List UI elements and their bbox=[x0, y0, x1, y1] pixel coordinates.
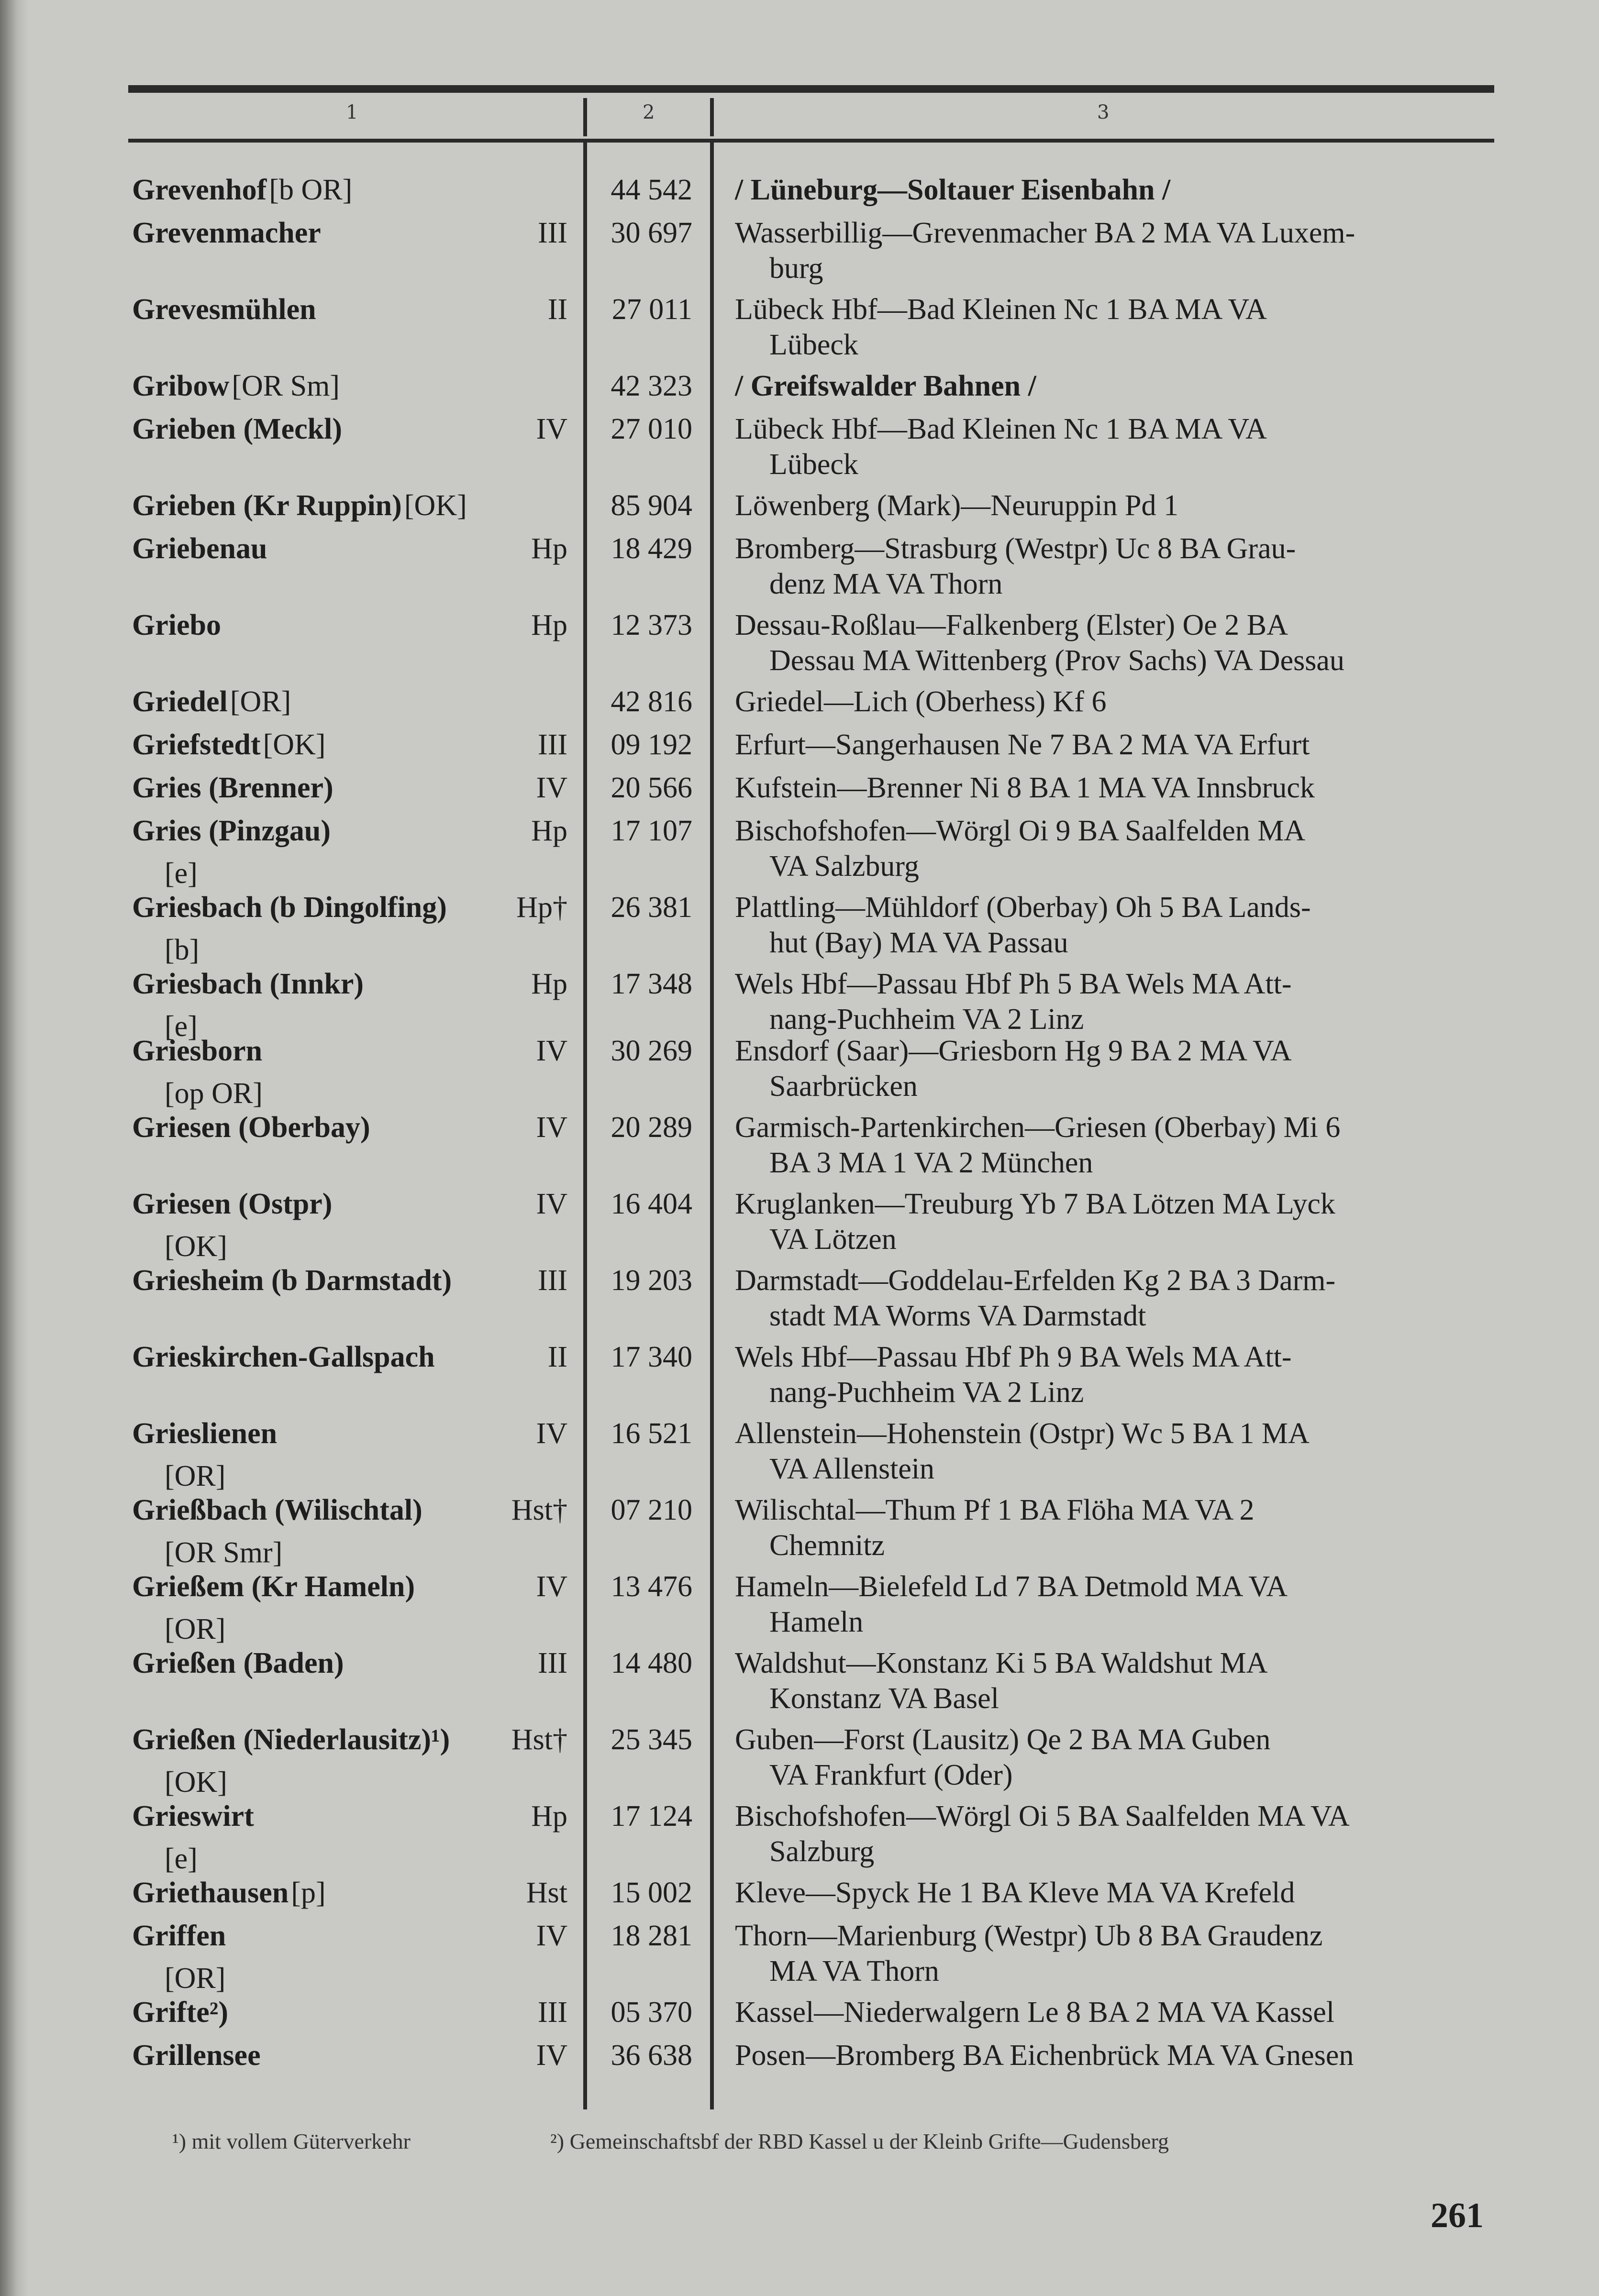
station-code: [e] bbox=[165, 1843, 198, 1875]
station-number: 26 381 bbox=[611, 891, 692, 924]
route-line-continued: denz MA VA Thorn bbox=[769, 568, 1003, 600]
station-cell bbox=[132, 531, 567, 574]
route-line-continued: Saarbrücken bbox=[769, 1070, 918, 1103]
route-line: Bischofshofen—Wörgl Oi 9 BA Saalfelden MA bbox=[735, 815, 1306, 847]
route-info bbox=[735, 684, 1599, 719]
station-number: 85 904 bbox=[611, 489, 692, 522]
station-number: 19 203 bbox=[611, 1264, 692, 1297]
route-info bbox=[735, 607, 1599, 678]
station-class: IV bbox=[536, 1570, 567, 1603]
route-line: Griedel—Lich (Oberhess) Kf 6 bbox=[735, 685, 1107, 718]
station-code: [b] bbox=[165, 934, 200, 966]
route-line-continued: Lübeck bbox=[769, 329, 858, 361]
station-name: Griesbach (Innkr) bbox=[132, 968, 364, 1000]
station-code: [OK] bbox=[165, 1230, 227, 1263]
header-rule bbox=[128, 139, 1494, 143]
station-cell bbox=[132, 770, 567, 813]
station-number: 42 816 bbox=[611, 685, 692, 718]
station-name: Grieslienen bbox=[132, 1417, 278, 1450]
station-cell bbox=[132, 1416, 567, 1494]
station-class: Hp† bbox=[516, 891, 567, 924]
route-info bbox=[735, 966, 1599, 1037]
route-info bbox=[735, 172, 1599, 208]
route-info bbox=[735, 727, 1599, 762]
station-class: IV bbox=[536, 1417, 567, 1450]
station-name: Grevenmacher bbox=[132, 217, 321, 249]
route-info bbox=[735, 368, 1599, 404]
station-number: 27 010 bbox=[611, 413, 692, 445]
station-name: Griffen bbox=[132, 1920, 226, 1952]
route-line: Posen—Bromberg BA Eichenbrück MA VA Gnesen bbox=[735, 2039, 1354, 2072]
station-number: 36 638 bbox=[611, 2039, 692, 2072]
station-cell bbox=[132, 1799, 567, 1877]
station-number: 20 289 bbox=[611, 1111, 692, 1144]
route-line: Kleve—Spyck He 1 BA Kleve MA VA Krefeld bbox=[735, 1877, 1295, 1909]
station-cell bbox=[132, 1645, 567, 1688]
route-line: Guben—Forst (Lausitz) Qe 2 BA MA Guben bbox=[735, 1723, 1271, 1756]
route-line-continued: VA Lötzen bbox=[769, 1223, 897, 1256]
station-number: 42 323 bbox=[611, 370, 692, 402]
column-divider-2 bbox=[710, 143, 714, 2109]
route-info bbox=[735, 1416, 1599, 1487]
route-line-continued: VA Frankfurt (Oder) bbox=[769, 1759, 1013, 1791]
route-line: Wels Hbf—Passau Hbf Ph 5 BA Wels MA Att- bbox=[735, 968, 1292, 1000]
route-info bbox=[735, 411, 1599, 482]
station-name: Grieben (Kr Ruppin) bbox=[132, 489, 402, 522]
station-number: 20 566 bbox=[611, 772, 692, 804]
station-name: Griesbach (b Dingolfing) bbox=[132, 891, 447, 924]
station-number: 30 697 bbox=[611, 217, 692, 249]
station-cell bbox=[132, 1722, 567, 1800]
route-info bbox=[735, 1645, 1599, 1716]
footnote-1: ¹) mit vollem Güterverkehr bbox=[172, 2129, 411, 2153]
station-class: II bbox=[547, 293, 567, 326]
station-name: Griefstedt bbox=[132, 729, 261, 761]
station-cell bbox=[132, 1339, 567, 1382]
station-number: 30 269 bbox=[611, 1035, 692, 1067]
route-line: Bromberg—Strasburg (Westpr) Uc 8 BA Grau- bbox=[735, 532, 1296, 565]
route-info bbox=[735, 770, 1599, 806]
station-code: [OR Sm] bbox=[232, 370, 340, 402]
route-line: Wels Hbf—Passau Hbf Ph 9 BA Wels MA Att- bbox=[735, 1341, 1292, 1373]
station-cell bbox=[132, 966, 567, 1044]
station-number: 16 404 bbox=[611, 1188, 692, 1220]
station-code: [OR] bbox=[230, 685, 291, 718]
route-line: Thorn—Marienburg (Westpr) Ub 8 BA Graudenz bbox=[735, 1920, 1323, 1952]
route-line: Lübeck Hbf—Bad Kleinen Nc 1 BA MA VA bbox=[735, 293, 1267, 326]
station-name: Grießen (Baden) bbox=[132, 1647, 344, 1679]
station-name: Griebo bbox=[132, 609, 221, 641]
route-line: Kassel—Niederwalgern Le 8 BA 2 MA VA Kassel bbox=[735, 1996, 1335, 2029]
station-name: Griesheim (b Darmstadt) bbox=[132, 1264, 452, 1297]
station-code: [OK] bbox=[263, 729, 326, 761]
page-edge-shadow bbox=[0, 0, 29, 2296]
station-class: IV bbox=[536, 1920, 567, 1952]
route-line-continued: Salzburg bbox=[769, 1835, 875, 1868]
route-info bbox=[735, 1110, 1599, 1181]
station-cell bbox=[132, 1569, 567, 1647]
route-line-continued: Hameln bbox=[769, 1606, 864, 1638]
station-number: 17 348 bbox=[611, 968, 692, 1000]
station-name: Grillensee bbox=[132, 2039, 261, 2072]
route-info bbox=[735, 1263, 1599, 1334]
station-cell bbox=[132, 215, 567, 258]
station-cell bbox=[132, 813, 567, 891]
top-rule bbox=[128, 85, 1494, 93]
column-divider-1 bbox=[583, 143, 587, 2109]
route-line: Allenstein—Hohenstein (Ostpr) Wc 5 BA 1 MA bbox=[735, 1417, 1310, 1450]
route-info bbox=[735, 1875, 1599, 1910]
station-cell bbox=[132, 488, 567, 530]
station-name: Grießen (Niederlausitz)¹) bbox=[132, 1723, 450, 1756]
header-divider-1 bbox=[583, 98, 587, 136]
station-cell bbox=[132, 727, 567, 770]
route-line-continued: VA Salzburg bbox=[769, 850, 919, 883]
station-name: Grevesmühlen bbox=[132, 293, 316, 326]
column-header bbox=[128, 96, 1494, 134]
route-info bbox=[735, 1995, 1599, 2030]
station-class: Hp bbox=[531, 1800, 567, 1832]
station-class: Hst† bbox=[511, 1723, 567, 1756]
route-line: Kufstein—Brenner Ni 8 BA 1 MA VA Innsbruck bbox=[735, 772, 1315, 804]
station-class: Hp bbox=[531, 815, 567, 847]
route-line: Hameln—Bielefeld Ld 7 BA Detmold MA VA bbox=[735, 1570, 1288, 1603]
station-name: Griesen (Oberbay) bbox=[132, 1111, 370, 1144]
station-name: Grieskirchen-Gallspach bbox=[132, 1341, 435, 1373]
station-code: [e] bbox=[165, 1010, 198, 1043]
station-class: Hst bbox=[526, 1877, 567, 1909]
station-cell bbox=[132, 607, 567, 650]
route-line: Erfurt—Sangerhausen Ne 7 BA 2 MA VA Erfurt bbox=[735, 729, 1310, 761]
station-class: IV bbox=[536, 1188, 567, 1220]
route-info bbox=[735, 2038, 1599, 2073]
station-number: 27 011 bbox=[611, 293, 692, 326]
station-cell bbox=[132, 1492, 567, 1570]
station-class: III bbox=[538, 729, 567, 761]
route-info bbox=[735, 292, 1599, 363]
route-info bbox=[735, 1339, 1599, 1410]
station-cell bbox=[132, 1186, 567, 1264]
station-code: [p] bbox=[291, 1877, 326, 1909]
column-3-number: 3 bbox=[1097, 101, 1110, 123]
station-class: Hp bbox=[531, 609, 567, 641]
route-line-continued: nang-Puchheim VA 2 Linz bbox=[769, 1376, 1084, 1409]
station-code: [OR] bbox=[165, 1962, 226, 1995]
route-info bbox=[735, 1569, 1599, 1640]
route-info bbox=[735, 1722, 1599, 1793]
station-name: Grieben (Meckl) bbox=[132, 413, 343, 445]
station-name: Grießem (Kr Hameln) bbox=[132, 1570, 415, 1603]
route-info bbox=[735, 1799, 1599, 1869]
station-number: 12 373 bbox=[611, 609, 692, 641]
route-line-continued: burg bbox=[769, 252, 823, 285]
station-name: Griesen (Ostpr) bbox=[132, 1188, 333, 1220]
route-line: Lübeck Hbf—Bad Kleinen Nc 1 BA MA VA bbox=[735, 413, 1267, 445]
station-name: Griebenau bbox=[132, 532, 267, 565]
station-cell bbox=[132, 1995, 567, 2037]
station-code: [OK] bbox=[404, 489, 467, 522]
station-name: Grifte²) bbox=[132, 1996, 229, 2029]
station-number: 16 521 bbox=[611, 1417, 692, 1450]
station-number: 44 542 bbox=[611, 174, 692, 206]
route-line-continued: hut (Bay) MA VA Passau bbox=[769, 927, 1068, 959]
route-info bbox=[735, 1918, 1599, 1989]
station-class: IV bbox=[536, 1111, 567, 1144]
station-class: IV bbox=[536, 2039, 567, 2072]
station-number: 17 340 bbox=[611, 1341, 692, 1373]
column-2-number: 2 bbox=[643, 101, 655, 123]
route-info bbox=[735, 488, 1599, 523]
station-number: 07 210 bbox=[611, 1494, 692, 1526]
station-name: Griedel bbox=[132, 685, 228, 718]
route-line-continued: Chemnitz bbox=[769, 1529, 885, 1562]
station-number: 17 107 bbox=[611, 815, 692, 847]
route-line: Löwenberg (Mark)—Neuruppin Pd 1 bbox=[735, 489, 1178, 522]
route-line: Darmstadt—Goddelau-Erfelden Kg 2 BA 3 Darm- bbox=[735, 1264, 1336, 1297]
station-name: Griethausen bbox=[132, 1877, 289, 1909]
route-info bbox=[735, 1033, 1599, 1104]
route-line-continued: MA VA Thorn bbox=[769, 1955, 939, 1987]
station-class: III bbox=[538, 1264, 567, 1297]
station-name: Gribow bbox=[132, 370, 230, 402]
station-cell bbox=[132, 1110, 567, 1152]
route-line: Wasserbillig—Grevenmacher BA 2 MA VA Luxem- bbox=[735, 217, 1355, 249]
station-number: 14 480 bbox=[611, 1647, 692, 1679]
station-name: Gries (Pinzgau) bbox=[132, 815, 331, 847]
station-class: IV bbox=[536, 413, 567, 445]
route-info bbox=[735, 215, 1599, 286]
station-cell bbox=[132, 684, 567, 727]
station-number: 09 192 bbox=[611, 729, 692, 761]
station-number: 15 002 bbox=[611, 1877, 692, 1909]
station-cell bbox=[132, 1875, 567, 1918]
route-line: Dessau-Roßlau—Falkenberg (Elster) Oe 2 BA bbox=[735, 609, 1288, 641]
station-name: Grieswirt bbox=[132, 1800, 254, 1832]
route-line: Ensdorf (Saar)—Griesborn Hg 9 BA 2 MA VA bbox=[735, 1035, 1292, 1067]
route-line-continued: Konstanz VA Basel bbox=[769, 1682, 999, 1715]
station-cell bbox=[132, 368, 567, 411]
route-line: Waldshut—Konstanz Ki 5 BA Waldshut MA bbox=[735, 1647, 1268, 1679]
station-cell bbox=[132, 411, 567, 454]
station-class: II bbox=[547, 1341, 567, 1373]
station-number: 18 281 bbox=[611, 1920, 692, 1952]
station-class: Hp bbox=[531, 968, 567, 1000]
route-line: Wilischtal—Thum Pf 1 BA Flöha MA VA 2 bbox=[735, 1494, 1255, 1526]
station-cell bbox=[132, 1263, 567, 1305]
route-line-continued: nang-Puchheim VA 2 Linz bbox=[769, 1003, 1084, 1036]
station-code: [op OR] bbox=[165, 1077, 263, 1110]
station-code: [OR] bbox=[165, 1460, 226, 1492]
station-number: 05 370 bbox=[611, 1996, 692, 2029]
route-line: / Greifswalder Bahnen / bbox=[735, 370, 1036, 402]
route-line-continued: BA 3 MA 1 VA 2 München bbox=[769, 1147, 1093, 1179]
station-class: III bbox=[538, 1647, 567, 1679]
station-number: 18 429 bbox=[611, 532, 692, 565]
station-code: [OR Smr] bbox=[165, 1536, 283, 1569]
route-line-continued: Dessau MA Wittenberg (Prov Sachs) VA Dessau bbox=[769, 644, 1344, 677]
station-class: III bbox=[538, 217, 567, 249]
route-info bbox=[735, 890, 1599, 960]
route-line: Plattling—Mühldorf (Oberbay) Oh 5 BA Lands- bbox=[735, 891, 1311, 924]
route-info bbox=[735, 1492, 1599, 1563]
route-line: Bischofshofen—Wörgl Oi 5 BA Saalfelden MA VA bbox=[735, 1800, 1350, 1832]
station-cell bbox=[132, 172, 567, 215]
column-1-number: 1 bbox=[346, 101, 358, 123]
station-code: [OK] bbox=[165, 1766, 227, 1799]
route-line-continued: VA Allenstein bbox=[769, 1453, 935, 1485]
station-cell bbox=[132, 2038, 567, 2080]
station-code: [b OR] bbox=[269, 174, 353, 206]
station-name: Grießbach (Wilischtal) bbox=[132, 1494, 422, 1526]
station-cell bbox=[132, 1033, 567, 1111]
station-number: 17 124 bbox=[611, 1800, 692, 1832]
station-name: Griesborn bbox=[132, 1035, 263, 1067]
route-line: Garmisch-Partenkirchen—Griesen (Oberbay) Mi 6 bbox=[735, 1111, 1341, 1144]
station-cell bbox=[132, 1918, 567, 1996]
station-code: [e] bbox=[165, 857, 198, 890]
header-divider-2 bbox=[710, 98, 714, 136]
station-name: Gries (Brenner) bbox=[132, 772, 333, 804]
station-code: [OR] bbox=[165, 1613, 226, 1645]
route-line-continued: stadt MA Worms VA Darmstadt bbox=[769, 1300, 1146, 1332]
station-class: Hst† bbox=[511, 1494, 567, 1526]
station-cell bbox=[132, 292, 567, 334]
station-class: III bbox=[538, 1996, 567, 2029]
page-number: 261 bbox=[1431, 2196, 1484, 2235]
route-line: Kruglanken—Treuburg Yb 7 BA Lötzen MA Lyck bbox=[735, 1188, 1335, 1220]
route-line: / Lüneburg—Soltauer Eisenbahn / bbox=[735, 174, 1171, 206]
route-info bbox=[735, 1186, 1599, 1257]
station-name: Grevenhof bbox=[132, 174, 267, 206]
station-number: 13 476 bbox=[611, 1570, 692, 1603]
route-info bbox=[735, 531, 1599, 602]
station-class: IV bbox=[536, 772, 567, 804]
station-class: Hp bbox=[531, 532, 567, 565]
footnote-2: ²) Gemeinschaftsbf der RBD Kassel u der Kleinb Grifte—Gudensberg bbox=[550, 2129, 1169, 2153]
station-number: 25 345 bbox=[611, 1723, 692, 1756]
route-line-continued: Lübeck bbox=[769, 448, 858, 481]
route-info bbox=[735, 813, 1599, 884]
station-class: IV bbox=[536, 1035, 567, 1067]
station-cell bbox=[132, 890, 567, 968]
